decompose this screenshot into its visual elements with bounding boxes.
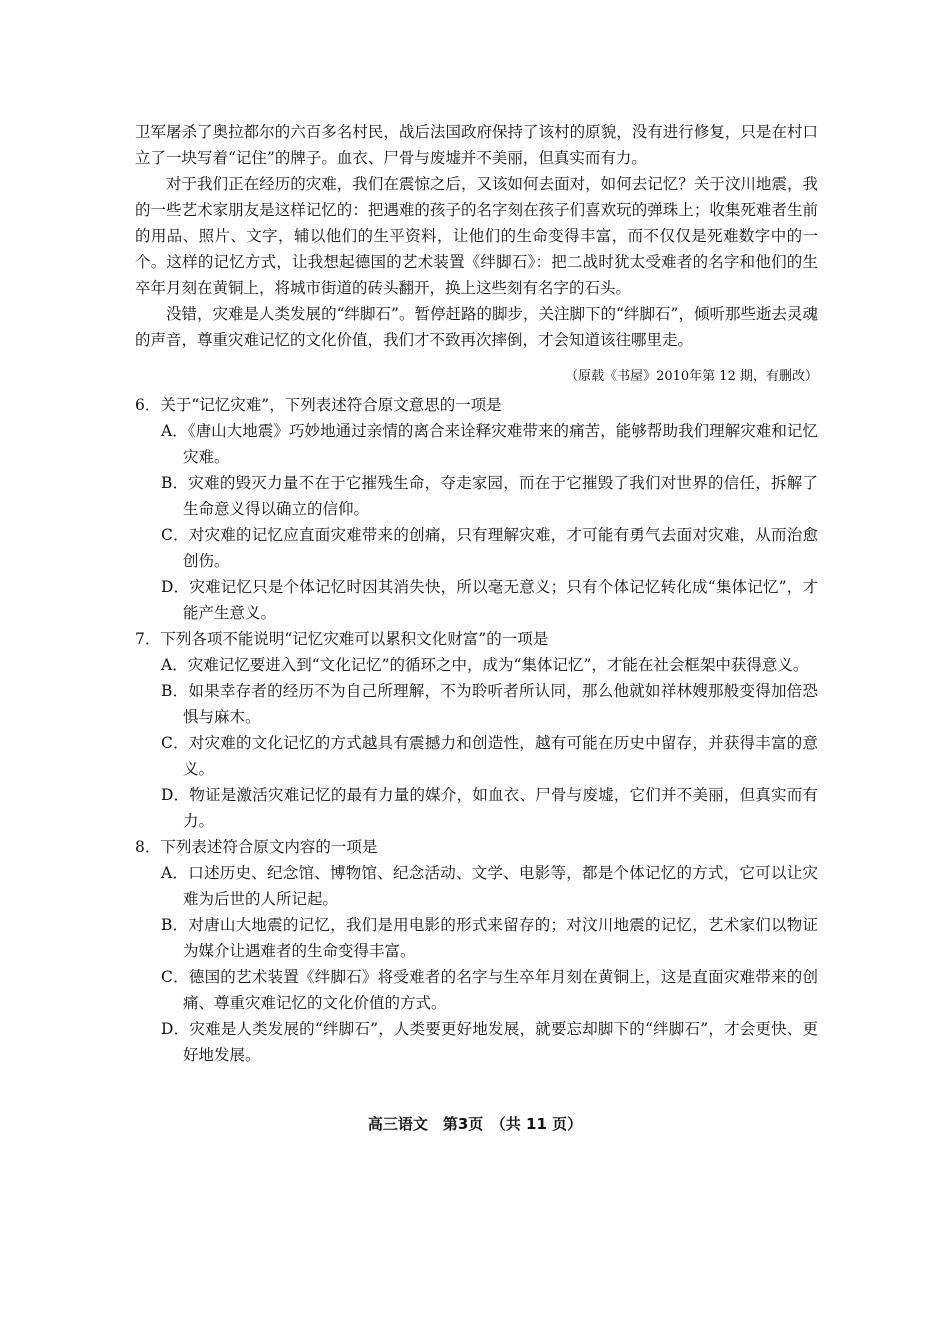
question-stem: 7．下列各项不能说明“记忆灾难可以累积文化财富”的一项是 xyxy=(135,630,549,648)
option-d: D．灾难是人类发展的“绊脚石”，人类要更好地发展，就要忘却脚下的“绊脚石”，才会更快、更好地发展。 xyxy=(161,1020,818,1064)
option-d: D．灾难记忆只是个体记忆时因其消失快，所以毫无意义；只有个体记忆转化成“集体记忆”，才能产生意义。 xyxy=(161,578,818,622)
option-a: A．口述历史、纪念馆、博物馆、纪念活动、文学、电影等，都是个体记忆的方式，它可以让灾难为后世的人所记起。 xyxy=(161,864,818,908)
option-d: D．物证是激活灾难记忆的最有力量的媒介，如血衣、尸骨与废墟，它们并不美丽，但真实而有力。 xyxy=(161,786,818,830)
option-c: C．对灾难的记忆应直面灾难带来的创痛，只有理解灾难，才可能有勇气去面对灾难，从而治愈创伤。 xyxy=(161,526,818,570)
passage-paragraph-3: 没错，灾难是人类发展的“绊脚石”。暂停赶路的脚步，关注脚下的“绊脚石”，倾听那些逝去灵魂的声音，尊重灾难记忆的文化价值，我们才不致再次摔倒，才会知道该往哪里走。 xyxy=(135,305,818,349)
question-7 xyxy=(135,626,818,834)
question-8 xyxy=(135,834,818,1068)
option-b: B．灾难的毁灭力量不在于它摧残生命，夺走家园，而在于它摧毁了我们对世界的信任，拆解了生命意义得以确立的信仰。 xyxy=(161,474,818,518)
option-c: C．德国的艺术装置《绊脚石》将受难者的名字与生卒年月刻在黄铜上，这是直面灾难带来的创痛、尊重灾难记忆的文化价值的方式。 xyxy=(161,968,818,1012)
option-b: B．对唐山大地震的记忆，我们是用电影的形式来留存的；对汶川地震的记忆，艺术家们以物证为媒介让遇难者的生命变得丰富。 xyxy=(161,916,818,960)
option-b: B．如果幸存者的经历不为自己所理解，不为聆听者所认同，那么他就如祥林嫂那般变得加倍恐惧与麻木。 xyxy=(161,682,818,726)
question-list xyxy=(135,392,818,1068)
question-6 xyxy=(135,392,818,626)
passage-source-note: （原载《书屋》2010年第 12 期，有删改） xyxy=(565,369,818,384)
question-stem: 6．关于“记忆灾难”，下列表述符合原文意思的一项是 xyxy=(135,396,502,414)
reading-passage xyxy=(135,119,818,353)
passage-paragraph-2: 对于我们正在经历的灾难，我们在震惊之后，又该如何去面对，如何去记忆？关于汶川地震，我的一些艺术家朋友是这样记忆的：把遇难的孩子的名字刻在孩子们喜欢玩的弹珠上；收集死难者生前的用品、照片、文字，辅以他们的生平资料，让他们的生命变得丰富，而不仅仅是死难数字中的一个。这样的记忆方式，让我想起德国的艺术装置《绊脚石》：把二战时犹太受难者的名字和他们的生卒年月刻在黄铜上，将城市街道的砖头翻开，换上这些刻有名字的石头。 xyxy=(135,175,818,297)
option-a: A．《唐山大地震》巧妙地通过亲情的离合来诠释灾难带来的痛苦，能够帮助我们理解灾难和记忆灾难。 xyxy=(161,422,818,466)
option-c: C．对灾难的文化记忆的方式越具有震撼力和创造性，越有可能在历史中留存，并获得丰富的意义。 xyxy=(161,734,818,778)
passage-paragraph-1: 卫军屠杀了奥拉都尔的六百多名村民，战后法国政府保持了该村的原貌，没有进行修复，只是在村口立了一块写着“记住”的牌子。血衣、尸骨与废墟并不美丽，但真实而有力。 xyxy=(135,123,818,167)
page-footer: 高三语文 第3页 （共 11 页） xyxy=(367,1115,583,1133)
option-a: A．灾难记忆要进入到“文化记忆”的循环之中，成为“集体记忆”，才能在社会框架中获得意义。 xyxy=(161,656,809,674)
question-stem: 8．下列表述符合原文内容的一项是 xyxy=(135,838,378,856)
